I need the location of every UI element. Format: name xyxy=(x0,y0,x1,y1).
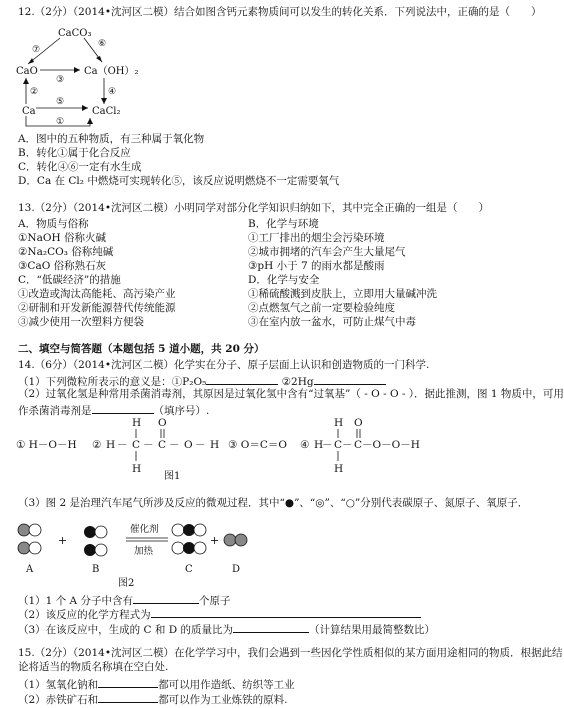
q13-b-item-3: ③pH 小于 7 的雨水都是酸雨 xyxy=(248,260,385,272)
svg-text:O: O xyxy=(354,417,363,429)
molecule-b xyxy=(84,526,107,556)
svg-text:O: O xyxy=(158,417,167,429)
figure-1 xyxy=(14,416,420,482)
q15-part1 xyxy=(18,676,295,692)
svg-text:－: － xyxy=(322,439,333,451)
q13-a-head: A．物质与俗称 xyxy=(18,218,89,230)
q14-part2-post: （填序号）. xyxy=(153,405,210,417)
label-3: ③ xyxy=(56,75,65,85)
svg-text:H: H xyxy=(132,417,142,429)
figure-2-caption: 图2 xyxy=(118,578,135,589)
figure-1-caption: 图1 xyxy=(164,471,181,482)
q15-blank-1[interactable] xyxy=(98,676,158,688)
q14-p2o5: ①P₂O₅ xyxy=(171,376,207,388)
q15-part1-pre: （1）氢氧化钠和 xyxy=(18,679,99,691)
svg-text:－: － xyxy=(117,439,128,451)
node-caoh2: Ca（OH）₂ xyxy=(84,66,139,77)
q14-part1-prefix: （1）下列微粒所表示的意义是： xyxy=(18,376,172,388)
q12-option-c: C．转化④⑥一定有水生成 xyxy=(18,161,142,173)
molecule-c xyxy=(172,524,206,554)
q12-option-b: B．转化①属于化合反应 xyxy=(18,147,131,159)
plus-sign-2: + xyxy=(210,534,220,547)
node-ca: Ca xyxy=(22,106,36,117)
svg-text:H: H xyxy=(314,439,324,451)
q14-stem: 14.（6分）（2014•沈河区二模）化学实在分子、原子层面上认识和创造物质的一门科学. xyxy=(18,359,430,371)
section2-title: 二、填空与简答题（本题包括 5 道小题，共 20 分） xyxy=(18,343,265,355)
q14-blank-equation[interactable] xyxy=(151,606,421,618)
figure-2 xyxy=(12,518,272,590)
plus-sign-1: + xyxy=(58,534,68,547)
q14-q3-3-pre: （3）在该反应中，生成的 C 和 D 的质量比为 xyxy=(18,624,233,636)
svg-text:C: C xyxy=(354,439,363,451)
label-7: ⑦ xyxy=(32,45,41,55)
label-2: ② xyxy=(30,87,39,97)
molecule-a xyxy=(18,524,41,554)
q14-part3: （3）图 2 是治理汽车尾气所涉及反应的微观过程．其中“●”、“◎”、“○”分别代表碳原子、氮原子、氧原子． xyxy=(18,497,529,509)
q12-stem: 12.（2分）（2014•沈河区二模）结合如图含钙元素物质间可以发生的转化关系．下列说法中，正确的是（ ） xyxy=(18,6,542,18)
node-caco3: CaCO₃ xyxy=(58,28,92,39)
molecule-4-label: ④ xyxy=(300,439,310,451)
svg-text:C: C xyxy=(158,439,167,451)
q15-stem-line2: 论将适当的物质名称填在空白处. xyxy=(18,661,169,673)
svg-text:－: － xyxy=(169,439,180,451)
label-6: ⑥ xyxy=(98,39,107,49)
q14-blank-2hg[interactable] xyxy=(314,373,386,385)
q13-c-item-2: ②研制和开发新能源替代传统能源 xyxy=(18,302,176,314)
q14-q3-2-text: （2）该反应的化学方程式为 xyxy=(18,609,151,621)
q15-part2-post: 都可以作为工业炼铁的原料. xyxy=(158,694,288,706)
molecule-4-structure xyxy=(314,417,420,475)
q14-q3-2 xyxy=(18,606,421,622)
label-d: D xyxy=(232,564,241,575)
svg-text:H: H xyxy=(132,463,142,475)
q14-part1 xyxy=(18,373,386,389)
molecule-1-water: ① H－O－H xyxy=(16,439,77,451)
q14-blank-p2o5[interactable] xyxy=(206,373,278,385)
molecule-3-co2: ③ O＝C＝O xyxy=(228,439,288,451)
q13-c-item-1: ①改造或淘汰高能耗、高污染产业 xyxy=(18,288,176,300)
label-5: ⑤ xyxy=(56,97,65,107)
q13-a-item-3: ③CaO 俗称熟石灰 xyxy=(18,260,107,272)
q14-blank-mass-ratio[interactable] xyxy=(233,621,309,633)
svg-text:－O－O－H: －O－O－H xyxy=(362,439,420,451)
q14-q3-1-post: 个原子 xyxy=(198,595,231,607)
q15-part1-post: 都可以用作造纸、纺织等工业 xyxy=(158,679,295,691)
catalyst-label: 催化剂 xyxy=(130,524,159,535)
svg-text:C: C xyxy=(334,439,343,451)
label-4: ④ xyxy=(108,87,117,97)
node-cao: CaO xyxy=(16,66,38,77)
label-a: A xyxy=(26,564,34,575)
q15-stem-line1: 15.（2分）（2014•沈河区二模）在化学学习中，我们会遇到一些因化学性质相似的某方面用途相同的物质．根据此结 xyxy=(18,647,563,659)
molecule-2-structure xyxy=(106,417,219,475)
q14-blank-disinfectant[interactable] xyxy=(92,402,154,414)
label-b: B xyxy=(92,564,100,575)
svg-text:－: － xyxy=(195,439,206,451)
svg-text:H: H xyxy=(106,439,116,451)
q12-option-d: D．Ca 在 Cl₂ 中燃烧可实现转化⑤，该反应说明燃烧不一定需要氧气 xyxy=(18,175,340,187)
q13-a-item-1: ①NaOH 俗称火碱 xyxy=(18,232,106,244)
q14-blank-atoms[interactable] xyxy=(133,592,199,604)
svg-text:H: H xyxy=(334,417,344,429)
svg-text:－: － xyxy=(342,439,353,451)
molecule-2-label: ② xyxy=(92,439,102,451)
svg-text:O: O xyxy=(184,439,193,451)
svg-text:－: － xyxy=(143,439,154,451)
q15-part2-pre: （2）赤铁矿石和 xyxy=(18,694,99,706)
label-c: C xyxy=(185,564,193,575)
q13-c-head: C．“低碳经济”的措施 xyxy=(18,274,121,286)
q14-part2-pre: 作杀菌消毒剂是 xyxy=(18,405,92,417)
q13-stem: 13.（2分）（2014•沈河区二模）小明同学对部分化学知识归纳如下，其中完全正确的一组是（ ） xyxy=(18,202,490,214)
q13-d-item-2: ②点燃氢气之前一定要检验纯度 xyxy=(248,302,395,314)
q14-q3-3 xyxy=(18,621,435,637)
q13-b-item-2: ②城市拥堵的汽车会产生大量尾气 xyxy=(248,246,406,258)
q15-part2 xyxy=(18,691,288,707)
q13-b-item-1: ①工厂排出的烟尘会污染环境 xyxy=(248,232,385,244)
q12-conversion-diagram xyxy=(12,22,162,132)
q13-d-head: D．化学与安全 xyxy=(248,274,320,286)
molecule-d xyxy=(224,534,247,546)
node-cacl2: CaCl₂ xyxy=(92,106,121,117)
q14-part2-line1: （2）过氧化氢是种常用杀菌消毒剂，其原因是过氧化氢中含有“过氧基”（ - O - O - ）．据此推测，图 1 物质中，可用 xyxy=(18,388,564,400)
q14-2hg: ②2Hg xyxy=(281,376,314,388)
q13-b-head: B．化学与环境 xyxy=(248,218,319,230)
q13-d-item-3: ③在室内放一盆水，可防止煤气中毒 xyxy=(248,316,416,328)
svg-text:H: H xyxy=(334,463,344,475)
q14-q3-3-post: （计算结果用最简整数比） xyxy=(308,624,435,636)
q13-a-item-2: ②Na₂CO₃ 俗称纯碱 xyxy=(18,246,114,258)
heat-label: 加热 xyxy=(134,546,154,557)
label-1: ① xyxy=(56,117,65,127)
q13-d-item-1: ①稀硫酸溅到皮肤上，立即用大量碱冲洗 xyxy=(248,288,437,300)
svg-text:C: C xyxy=(132,439,141,451)
svg-text:H: H xyxy=(210,439,220,451)
q13-c-item-3: ③减少使用一次塑料方便袋 xyxy=(18,316,144,328)
q15-blank-2[interactable] xyxy=(98,691,158,703)
q12-option-a: A．图中的五种物质，有三种属于氧化物 xyxy=(18,133,205,145)
q14-q3-1-pre: （1）1 个 A 分子中含有 xyxy=(18,595,133,607)
